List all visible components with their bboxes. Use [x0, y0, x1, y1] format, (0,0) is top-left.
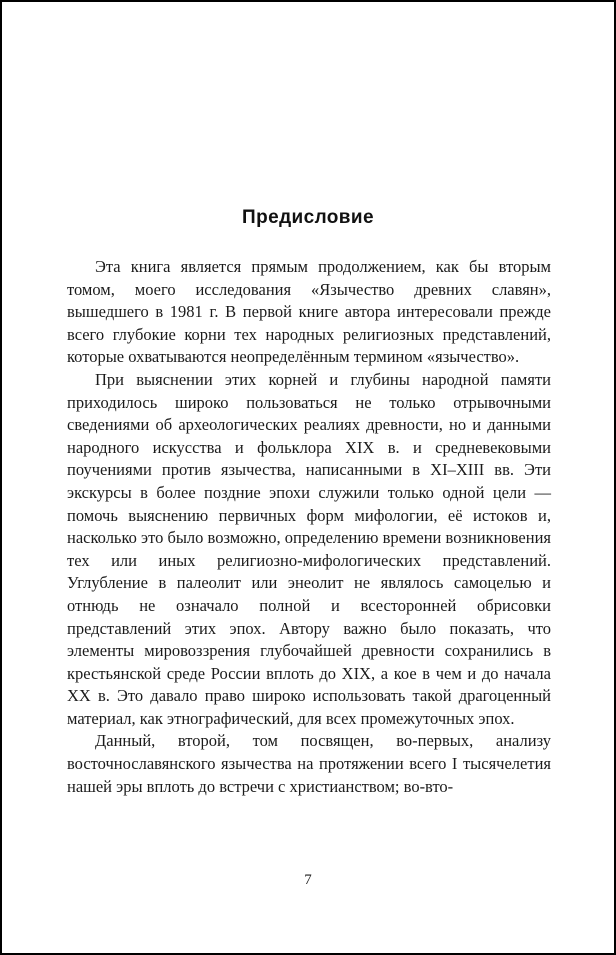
paragraph-2: При выяснении этих корней и глубины народной памяти приходилось широко пользоваться не только отрывочными сведениями об археологических реалиях древности, но и данными народного искусства и фольклора XIX в. и средневековыми поучениями против язычества, написанными в XI–XIII вв. Эти экскурсы в более поздние эпохи служили только одной цели — помочь выяснению первичных форм мифологии, её истоков и, насколько это было возможно, определению времени возникновения тех или иных религиозно-мифологических представлений. Углубление в палеолит или энеолит не являлось самоцелью и отнюдь не означало полной и всесторонней обрисовки представлений этих эпох. Автору важно было показать, что элементы мировоззрения глубочайшей древности сохранились в крестьянской среде России вплоть до XIX, а кое в чем и до начала XX в. Это давало право широко использовать такой драгоценный материал, как этнографический, для всех промежуточных эпох.: [67, 369, 551, 728]
paragraph-3: Данный, второй, том посвящен, во-первых, анализу восточнославянского язычества на протяжении всего I тысячелетия нашей эры вплоть до встречи с христианством; во-вто-: [67, 731, 551, 796]
page-number: 7: [304, 872, 312, 888]
body-text: [67, 256, 551, 798]
paragraph-1: Эта книга является прямым продолжением, как бы вторым томом, моего исследования «Язычество древних славян», вышедшего в 1981 г. В первой книге автора интересовали прежде всего глубокие корни тех народных религиозных представлений, которые охватываются неопределённым термином «язычество».: [67, 257, 551, 367]
chapter-title: Предисловие: [242, 207, 374, 228]
